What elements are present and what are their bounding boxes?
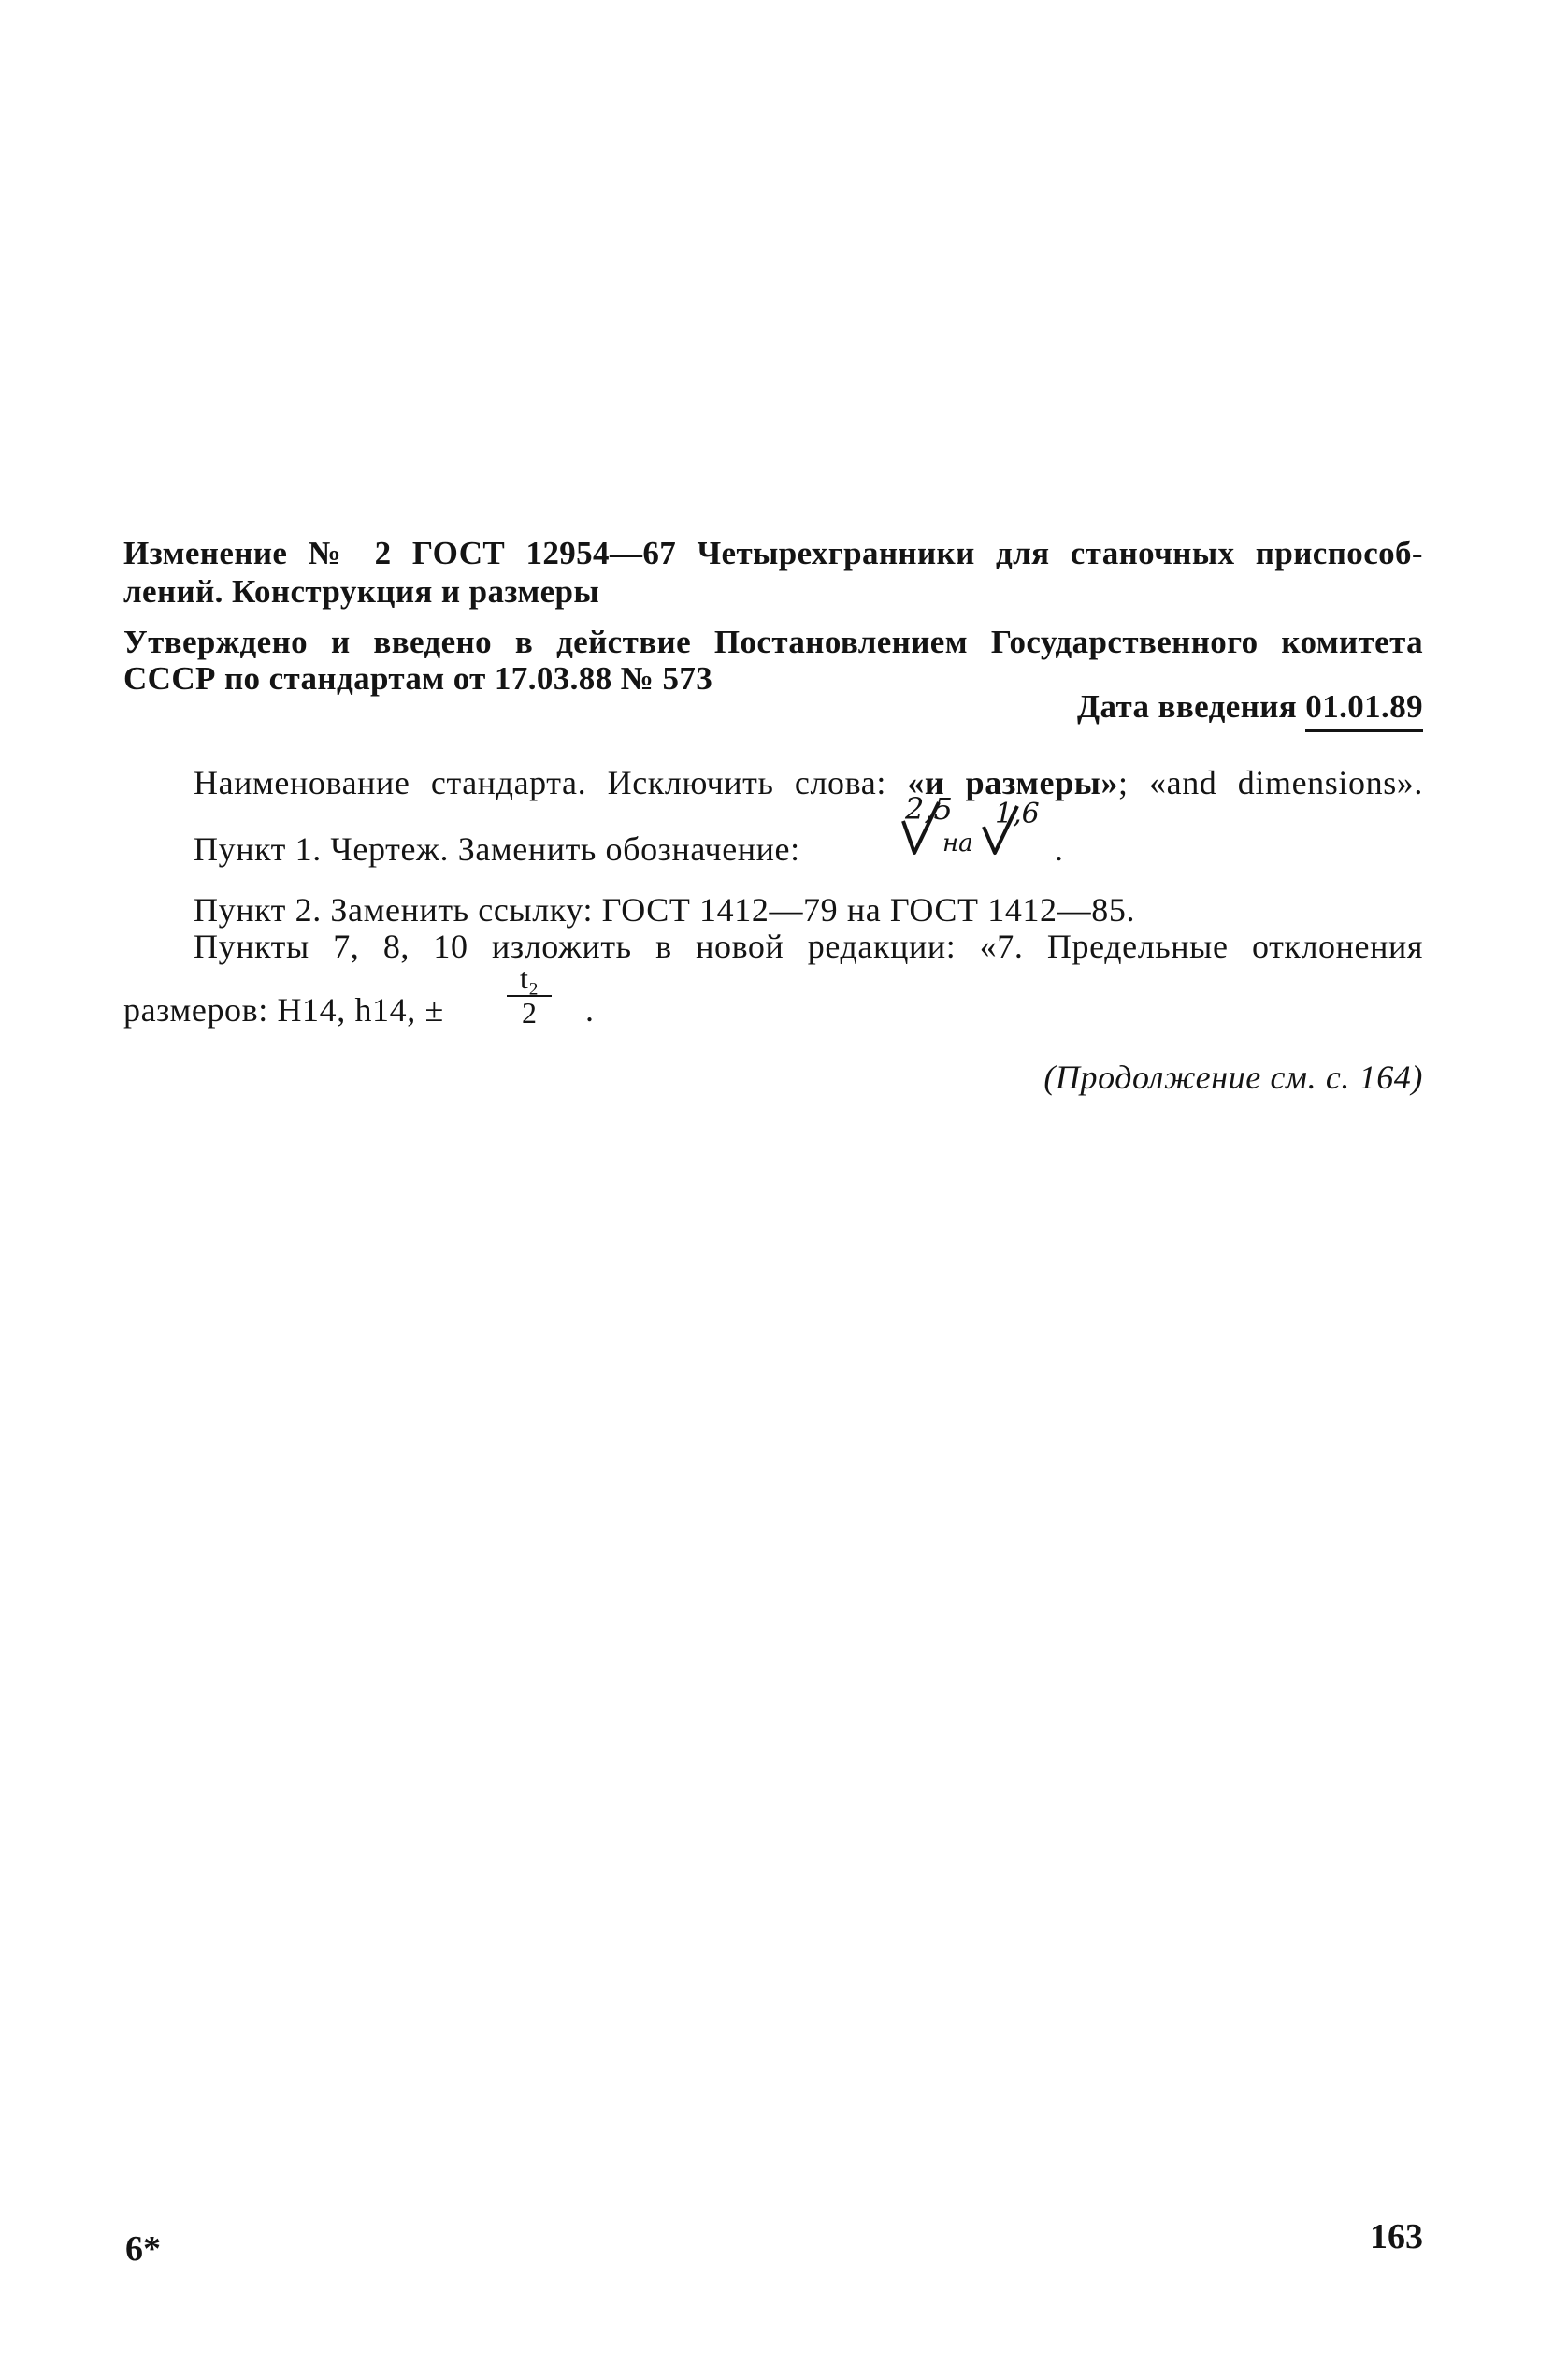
roughness-to-value: 1,6 [995,798,1040,830]
amendment-title-line1: Изменение № 2 ГОСТ 12954—67 Четырехгранники для станочных приспособ- [123,535,1423,571]
effective-date [123,688,1423,732]
p5-end: . [585,991,595,1029]
p1-tail: ; «and dimensions». [1118,764,1423,801]
paragraph-tolerances: размеров: H14, h14, ± [123,991,444,1029]
page-number: 163 [1370,2217,1423,2256]
approval-line2: СССР по стандартам от 17.03.88 № 573 [123,660,713,697]
fraction-denominator: 2 [522,996,537,1030]
fraction-numerator: t₂ [519,961,539,995]
roughness-from-value: 2,5 [905,795,953,827]
tolerance-fraction [501,961,557,1029]
p2-end: . [1055,830,1064,868]
p1-removed-words: «и размеры» [907,764,1119,801]
continuation-note: (Продолжение см. с. 164) [1043,1059,1423,1096]
effective-date-label: Дата введения [1077,688,1298,725]
paragraph-drawing-change: Пункт 1. Чертеж. Заменить обозначение: [194,830,800,868]
signature-mark: 6* [125,2229,161,2269]
paragraph-reference-change: Пункт 2. Заменить ссылку: ГОСТ 1412—79 на ГОСТ 1412—85. [194,891,1136,929]
paragraph-title-change [194,763,1423,802]
roughness-joiner: на [942,829,973,858]
amendment-title-line2: лений. Конструкция и размеры [123,573,600,610]
paragraph-new-edition: Пункты 7, 8, 10 изложить в новой редакции: «7. Предельные отклонения [194,928,1423,965]
effective-date-value: 01.01.89 [1305,688,1423,732]
approval-line1: Утверждено и введено в действие Постановлением Государственного комитета [123,624,1423,660]
p1-text: Наименование стандарта. Исключить слова: [194,764,908,801]
